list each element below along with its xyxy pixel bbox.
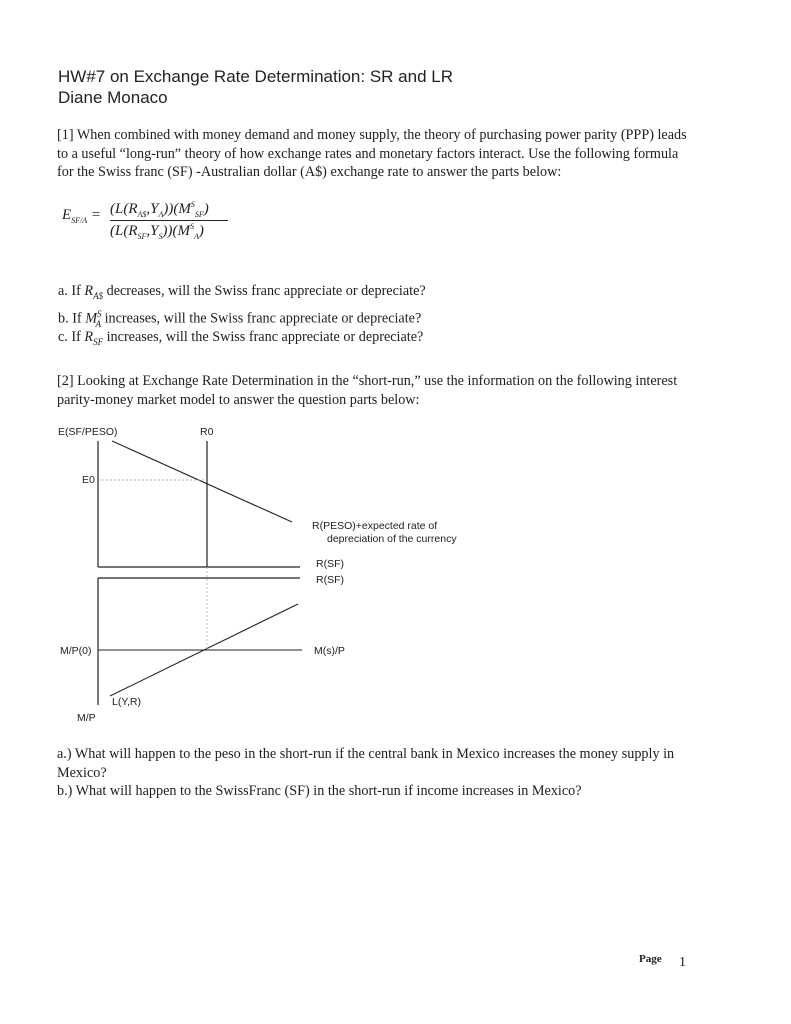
q2-part-b: b.) What will happen to the SwissFranc (SF) in the short-run if income increases in Mexico?	[57, 783, 582, 799]
formula-lhs: $E_{SF/A}$ =	[62, 207, 102, 225]
mp0-label: M/P(0)	[60, 645, 92, 657]
formula-lhs-sub: SF/A	[71, 216, 88, 225]
y-axis-label: E(SF/PESO)	[58, 426, 118, 438]
curve-label-line1: R(PESO)+expected rate of	[312, 520, 438, 532]
rsf-label-2: R(SF)	[316, 574, 344, 586]
e0-label: E0	[82, 474, 95, 486]
q1-intro: [1] When combined with money demand and money supply, the theory of purchasing power parity (PPP) leads to a useful “long-run” theory of how exchange rates and monetary factors interact. Use the following formula for the Swiss franc (SF) -Australian dollar (A$) exchange rate to answer the parts below:	[57, 127, 687, 180]
curve-label-line2: depreciation of the currency	[327, 533, 457, 545]
expected-return-curve	[112, 441, 292, 522]
formula-denominator: $(L(R_{SF},Y_S))(M^S_A)$	[110, 222, 204, 241]
page-number: 1	[679, 955, 686, 970]
q1-part-c: c. If $R_{SF}$ increases, will the Swiss franc appreciate or depreciate?	[58, 329, 424, 347]
money-demand-label: L(Y,R)	[112, 696, 141, 708]
ms-label: M(s)/P	[314, 645, 345, 657]
mp-axis-label: M/P	[77, 712, 96, 724]
rsf-label-1: R(SF)	[316, 558, 344, 570]
q2-intro: [2] Looking at Exchange Rate Determination in the “short-run,” use the information on the following interest parity-money market model to answer the question parts below:	[57, 373, 678, 408]
q1-part-a: a. If $R_{A\$}$ decreases, will the Swiss franc appreciate or depreciate?	[58, 283, 426, 301]
author-line: Diane Monaco	[58, 88, 168, 107]
q2-part-a: a.) What will happen to the peso in the short-run if the central bank in Mexico increases the money supply in Mexico?	[57, 746, 675, 781]
r0-label: R0	[200, 426, 214, 438]
page-label: Page	[639, 953, 662, 965]
formula-numerator: $(L(R_{A\$},Y_A))(M^S_{SF})$	[110, 200, 209, 219]
title-line: HW#7 on Exchange Rate Determination: SR and LR	[58, 67, 453, 86]
q1-part-b: b. If $M^S_A$ increases, will the Swiss franc appreciate or depreciate?	[58, 309, 422, 329]
